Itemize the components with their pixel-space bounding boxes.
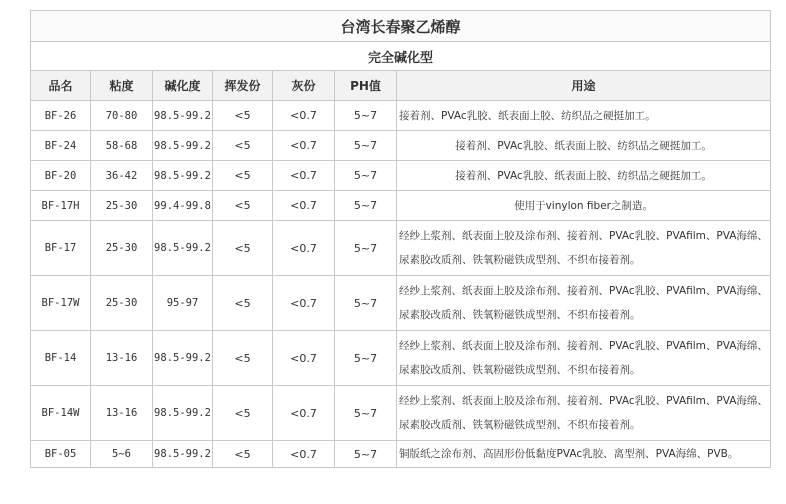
- cell-ash: <0.7: [273, 161, 335, 191]
- cell-viscosity: 25-30: [91, 276, 153, 331]
- cell-alkalization: 99.4-99.8: [153, 191, 213, 221]
- cell-volatile: <5: [213, 386, 273, 441]
- cell-name: BF-17H: [31, 191, 91, 221]
- table-row: [31, 101, 771, 131]
- cell-viscosity: 13-16: [91, 331, 153, 386]
- table-title: 台湾长春聚乙烯醇: [31, 11, 771, 42]
- cell-volatile: <5: [213, 191, 273, 221]
- cell-use: 经纱上浆剂、纸表面上胶及涂布剂、接着剂、PVAc乳胶、PVAfilm、PVA海绵、尿素胶改质剂、铁氧粉磁铁成型剂、不织布接着剂。: [397, 221, 771, 276]
- cell-name: BF-14W: [31, 386, 91, 441]
- header-alkalization: 碱化度: [153, 71, 213, 101]
- header-ph: PH值: [335, 71, 397, 101]
- cell-ash: <0.7: [273, 386, 335, 441]
- cell-name: BF-17W: [31, 276, 91, 331]
- cell-use: 使用于vinylon fiber之制造。: [397, 191, 771, 221]
- cell-ph: 5~7: [335, 276, 397, 331]
- cell-ash: <0.7: [273, 131, 335, 161]
- cell-name: BF-17: [31, 221, 91, 276]
- cell-name: BF-24: [31, 131, 91, 161]
- cell-ash: <0.7: [273, 331, 335, 386]
- cell-name: BF-26: [31, 101, 91, 131]
- cell-ph: 5~7: [335, 161, 397, 191]
- cell-alkalization: 98.5-99.2: [153, 101, 213, 131]
- table-subtitle: 完全碱化型: [31, 42, 771, 71]
- table-row: [31, 276, 771, 331]
- cell-alkalization: 98.5-99.2: [153, 131, 213, 161]
- cell-ash: <0.7: [273, 101, 335, 131]
- cell-name: BF-14: [31, 331, 91, 386]
- cell-volatile: <5: [213, 441, 273, 468]
- cell-use: 经纱上浆剂、纸表面上胶及涂布剂、接着剂、PVAc乳胶、PVAfilm、PVA海绵、尿素胶改质剂、铁氧粉磁铁成型剂、不织布接着剂。: [397, 331, 771, 386]
- cell-alkalization: 98.5-99.2: [153, 161, 213, 191]
- cell-ph: 5~7: [335, 101, 397, 131]
- header-name: 品名: [31, 71, 91, 101]
- cell-name: BF-20: [31, 161, 91, 191]
- cell-use: 经纱上浆剂、纸表面上胶及涂布剂、接着剂、PVAc乳胶、PVAfilm、PVA海绵、尿素胶改质剂、铁氧粉磁铁成型剂、不织布接着剂。: [397, 386, 771, 441]
- cell-alkalization: 98.5-99.2: [153, 221, 213, 276]
- cell-alkalization: 95-97: [153, 276, 213, 331]
- cell-name: BF-05: [31, 441, 91, 468]
- header-ash: 灰份: [273, 71, 335, 101]
- cell-alkalization: 98.5-99.2: [153, 331, 213, 386]
- cell-volatile: <5: [213, 331, 273, 386]
- cell-ph: 5~7: [335, 331, 397, 386]
- cell-ash: <0.7: [273, 221, 335, 276]
- cell-ph: 5~7: [335, 441, 397, 468]
- product-table-container: [30, 10, 770, 468]
- cell-ph: 5~7: [335, 386, 397, 441]
- cell-ph: 5~7: [335, 131, 397, 161]
- cell-viscosity: 36-42: [91, 161, 153, 191]
- cell-volatile: <5: [213, 276, 273, 331]
- cell-use: 接着剂、PVAc乳胶、纸表面上胶、纺织品之硬挺加工。: [397, 101, 771, 131]
- table-row: [31, 386, 771, 441]
- cell-ash: <0.7: [273, 276, 335, 331]
- table-row: [31, 331, 771, 386]
- cell-alkalization: 98.5-99.2: [153, 441, 213, 468]
- cell-use: 经纱上浆剂、纸表面上胶及涂布剂、接着剂、PVAc乳胶、PVAfilm、PVA海绵、尿素胶改质剂、铁氧粉磁铁成型剂、不织布接着剂。: [397, 276, 771, 331]
- cell-volatile: <5: [213, 101, 273, 131]
- table-row: [31, 221, 771, 276]
- product-table: [30, 10, 771, 468]
- cell-viscosity: 70-80: [91, 101, 153, 131]
- cell-ph: 5~7: [335, 221, 397, 276]
- cell-volatile: <5: [213, 161, 273, 191]
- cell-volatile: <5: [213, 221, 273, 276]
- cell-viscosity: 25-30: [91, 191, 153, 221]
- cell-ash: <0.7: [273, 191, 335, 221]
- cell-ash: <0.7: [273, 441, 335, 468]
- header-volatile: 挥发份: [213, 71, 273, 101]
- cell-alkalization: 98.5-99.2: [153, 386, 213, 441]
- cell-volatile: <5: [213, 131, 273, 161]
- table-row: [31, 441, 771, 468]
- table-row: [31, 191, 771, 221]
- table-row: [31, 161, 771, 191]
- header-use: 用途: [397, 71, 771, 101]
- header-viscosity: 粘度: [91, 71, 153, 101]
- cell-use: 铜版纸之涂布剂、高固形份低黏度PVAc乳胶、离型剂、PVA海绵、PVB。: [397, 441, 771, 468]
- cell-use: 接着剂、PVAc乳胶、纸表面上胶、纺织品之硬挺加工。: [397, 131, 771, 161]
- cell-use: 接着剂、PVAc乳胶、纸表面上胶、纺织品之硬挺加工。: [397, 161, 771, 191]
- cell-viscosity: 58-68: [91, 131, 153, 161]
- cell-viscosity: 5~6: [91, 441, 153, 468]
- cell-ph: 5~7: [335, 191, 397, 221]
- header-row: [31, 71, 771, 101]
- table-row: [31, 131, 771, 161]
- cell-viscosity: 13-16: [91, 386, 153, 441]
- cell-viscosity: 25-30: [91, 221, 153, 276]
